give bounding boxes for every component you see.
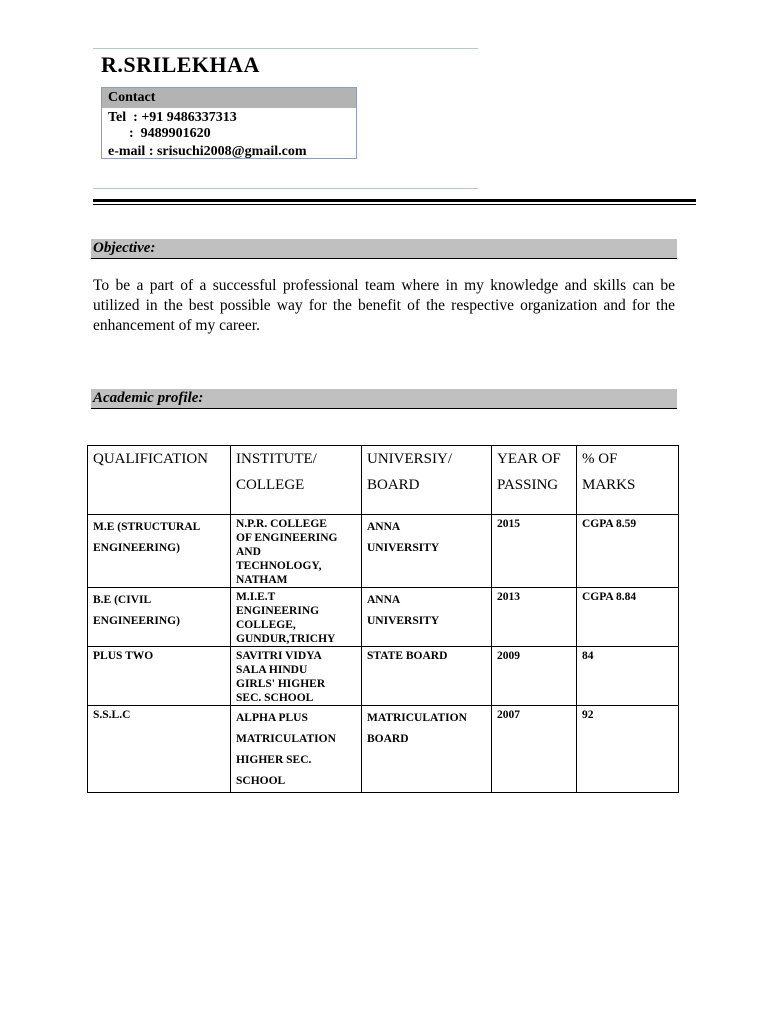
cell-qualification: M.E (STRUCTURAL ENGINEERING) [88,515,231,588]
cell-board: MATRICULATION BOARD [362,706,492,793]
cell-institute: N.P.R. COLLEGE OF ENGINEERING AND TECHNOLOGY, NATHAM [231,515,362,588]
academic-heading: Academic profile: [93,390,204,406]
objective-text: To be a part of a successful professional team where in my knowledge and skills can be utilized in the best possible way for the benefit of the respective organization and for the enhancement of my career. [93,277,675,334]
top-rule [93,48,478,49]
cell-year: 2015 [492,515,577,588]
cell-institute: SAVITRI VIDYA SALA HINDU GIRLS' HIGHER SEC. SCHOOL [231,647,362,706]
col-year: YEAR OF PASSING [492,446,577,515]
col-qualification: QUALIFICATION [88,446,231,515]
contact-heading: Contact [102,88,356,108]
cell-board: STATE BOARD [362,647,492,706]
table-row [88,515,679,588]
table-row [88,647,679,706]
cell-marks: 84 [577,647,679,706]
academic-table [87,445,679,793]
email-label: e-mail : [108,144,157,159]
academic-heading-bar [91,389,677,409]
email-link[interactable]: srisuchi2008@gmail.com [156,144,307,159]
header-divider-thin [93,204,696,205]
cell-institute: ALPHA PLUS MATRICULATION HIGHER SEC. SCHOOL [231,706,362,793]
cell-board: ANNA UNIVERSITY [362,515,492,588]
cell-qualification: PLUS TWO [88,647,231,706]
cell-marks: 92 [577,706,679,793]
table-row [88,588,679,647]
tel-line: Tel : +91 9486337313 [108,110,237,125]
contact-box [101,87,357,159]
contact-bottom-rule [93,188,478,189]
cell-qualification: B.E (CIVIL ENGINEERING) [88,588,231,647]
objective-heading-bar [91,239,677,259]
objective-heading: Objective: [93,240,156,256]
cell-year: 2013 [492,588,577,647]
col-board: UNIVERSIY/ BOARD [362,446,492,515]
col-marks: % OF MARKS [577,446,679,515]
cell-year: 2009 [492,647,577,706]
header-divider-thick [93,199,696,202]
email-line [108,144,307,160]
cell-marks: CGPA 8.84 [577,588,679,647]
cell-board: ANNA UNIVERSITY [362,588,492,647]
tel-line-2: : 9489901620 [108,126,211,141]
candidate-name: R.SRILEKHAA [101,52,260,77]
table-row [88,706,679,793]
col-institute: INSTITUTE/ COLLEGE [231,446,362,515]
table-header-row [88,446,679,515]
cell-institute: M.I.E.T ENGINEERING COLLEGE, GUNDUR,TRICHY [231,588,362,647]
cell-marks: CGPA 8.59 [577,515,679,588]
cell-qualification: S.S.L.C [88,706,231,793]
cell-year: 2007 [492,706,577,793]
